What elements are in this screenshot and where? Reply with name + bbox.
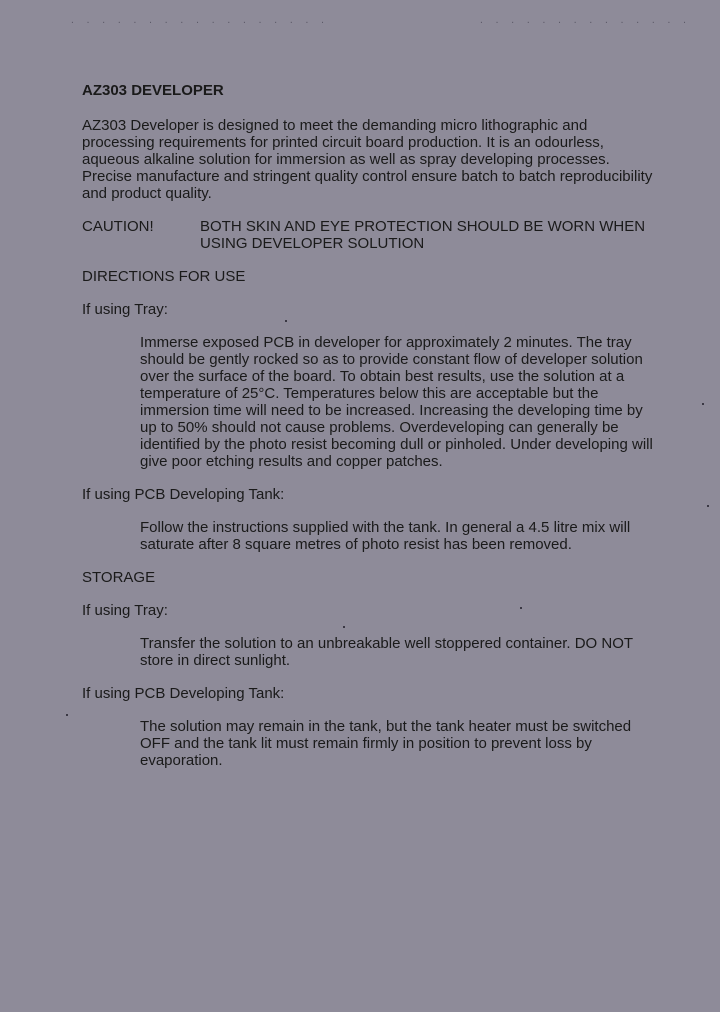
directions-tray-label: If using Tray: (82, 301, 168, 318)
scan-speck (702, 403, 704, 405)
fax-header-left: . . . . . . . . . . . . . . . . . (70, 16, 328, 25)
fax-header-right: . . . . . . . . . . . . . . (478, 16, 690, 25)
storage-heading: STORAGE (82, 569, 156, 586)
document-title: AZ303 DEVELOPER (82, 82, 224, 99)
scan-speck (285, 320, 287, 322)
caution-text: BOTH SKIN AND EYE PROTECTION SHOULD BE WORN WHEN USING DEVELOPER SOLUTION (200, 218, 646, 252)
fax-header (70, 16, 690, 28)
directions-tray-text: Immerse exposed PCB in developer for approximately 2 minutes. The tray should be gently rocked so as to provide constant flow of developer solution over the surface of the board. To obtain best results, use the solution at a temperature of 25°C. Temperatures below this are acceptable but the immersion time will need to be increased. Increasing the developing time by up to 50% should not cause problems. Overdeveloping can generally be identified by the photo resist becoming dull or pinholed. Under developing will give poor etching results and copper patches. (140, 334, 653, 470)
scan-speck (707, 505, 709, 507)
directions-tank-label: If using PCB Developing Tank: (82, 486, 285, 503)
storage-tray-label: If using Tray: (82, 602, 168, 619)
scan-speck (520, 607, 522, 609)
directions-tank-text: Follow the instructions supplied with the tank. In general a 4.5 litre mix will saturate after 8 square metres of photo resist has been removed. (140, 519, 631, 553)
storage-tray-text: Transfer the solution to an unbreakable well stoppered container. DO NOT store in direct sunlight. (140, 635, 633, 669)
caution-label: CAUTION! (82, 218, 154, 235)
scan-speck (343, 626, 345, 628)
intro-paragraph: AZ303 Developer is designed to meet the demanding micro lithographic and processing requirements for printed circuit board production. It is an odourless, aqueous alkaline solution for immersion as well as spray developing processes. Precise manufacture and stringent quality control ensure batch to batch reproducibility and product quality. (82, 117, 653, 202)
storage-tank-text: The solution may remain in the tank, but the tank heater must be switched OFF and the tank lit must remain firmly in position to prevent loss by evaporation. (140, 718, 632, 769)
storage-tank-label: If using PCB Developing Tank: (82, 685, 285, 702)
directions-heading: DIRECTIONS FOR USE (82, 268, 246, 285)
caution-block (82, 218, 662, 252)
document-body (82, 82, 662, 785)
scan-speck (66, 714, 68, 716)
